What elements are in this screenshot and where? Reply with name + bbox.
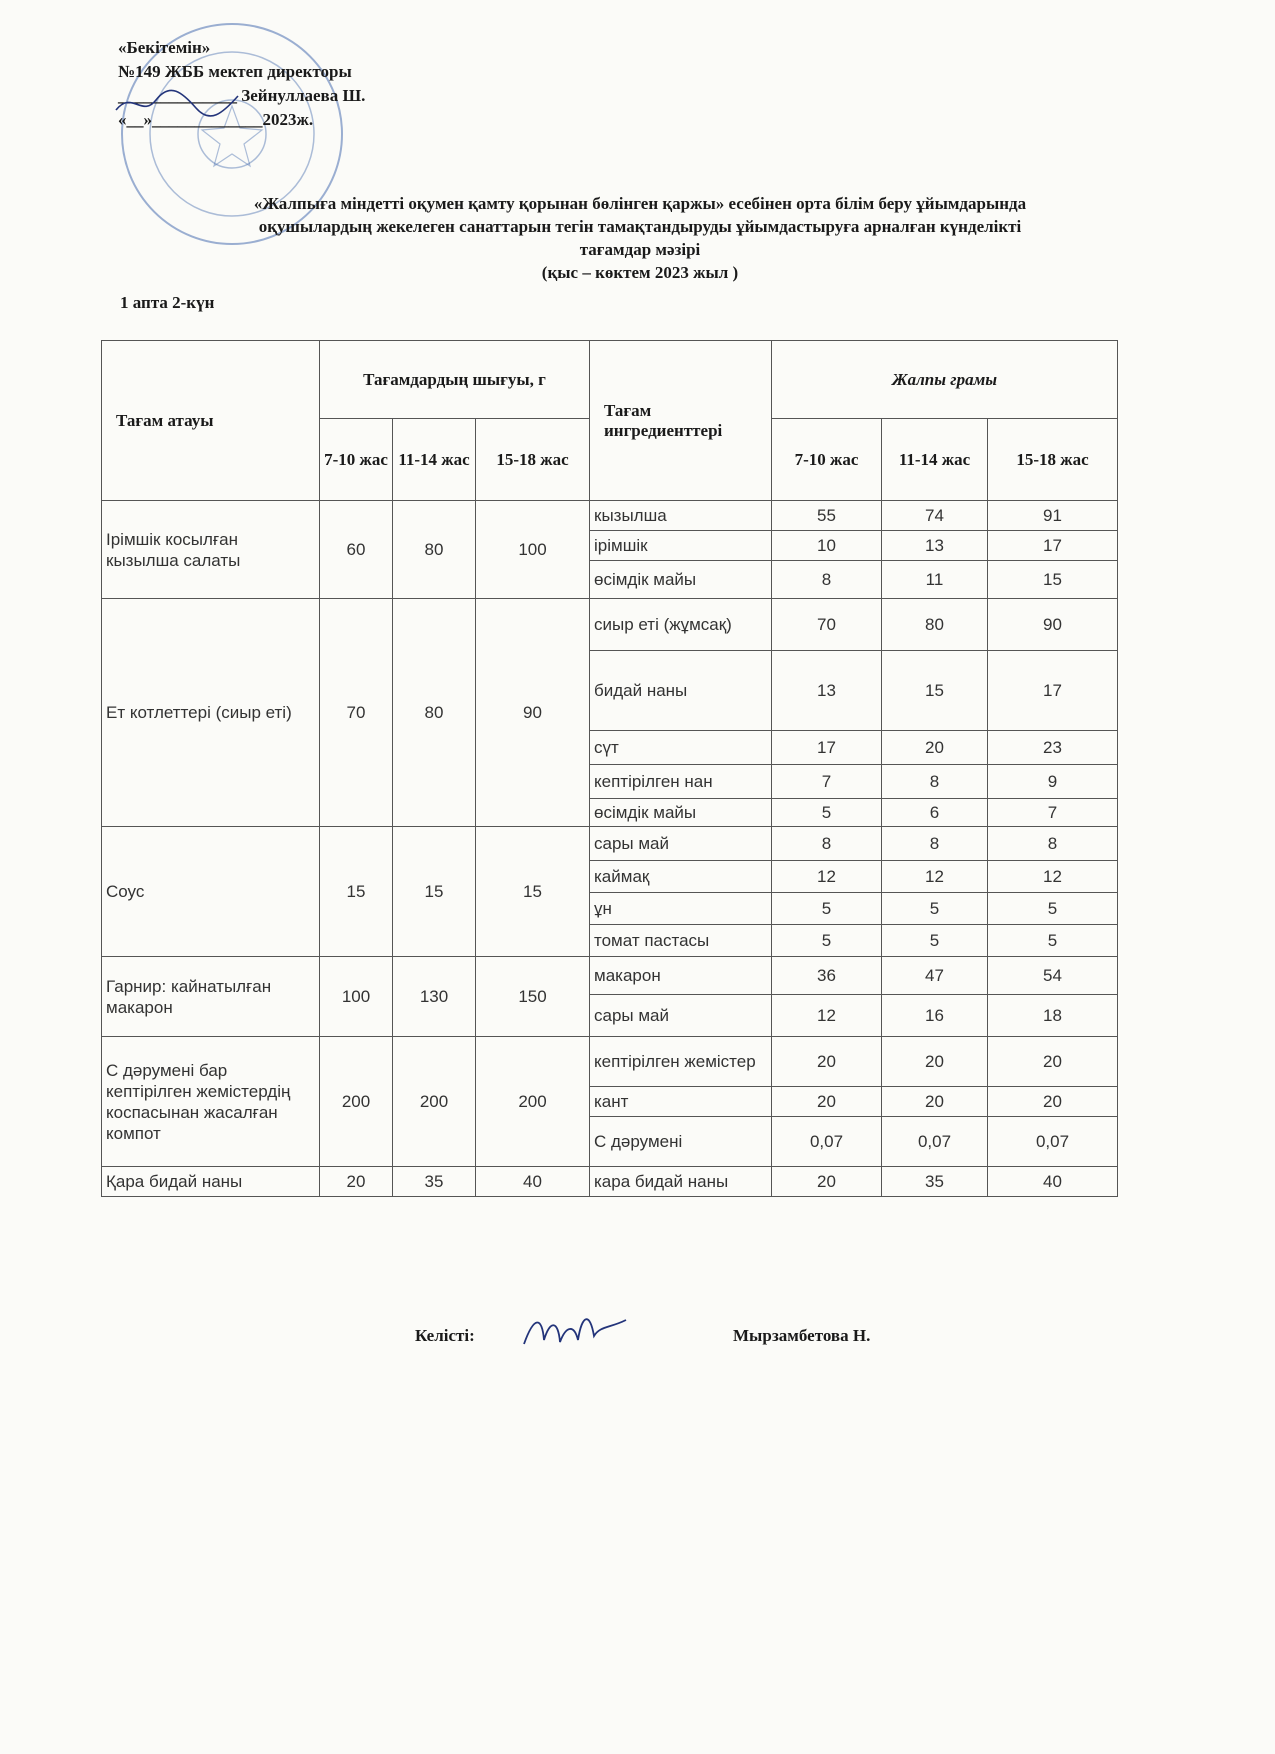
ingredient-total-value: 0,07 [772,1117,882,1167]
ingredient-name: кант [590,1087,772,1117]
ingredient-total-value: 20 [772,1167,882,1197]
ingredient-total-value: 5 [882,893,988,925]
dish-output-value: 200 [476,1037,590,1167]
ingredient-total-value: 36 [772,957,882,995]
menu-table-body [102,501,1118,1197]
dish-output-value: 150 [476,957,590,1037]
ingredient-name: сиыр еті (жұмсақ) [590,599,772,651]
ingredient-total-value: 11 [882,561,988,599]
ingredient-total-value: 5 [988,925,1118,957]
table-row [102,827,1118,861]
ingredient-total-value: 8 [882,827,988,861]
ingredient-total-value: 8 [882,765,988,799]
dish-output-value: 100 [320,957,393,1037]
ingredient-name: кептірілген нан [590,765,772,799]
header-output-age-15-18: 15-18 жас [476,419,590,501]
dish-name: Соус [102,827,320,957]
table-row [102,1167,1118,1197]
header-output-age-11-14: 11-14 жас [393,419,476,501]
dish-name: Қара бидай наны [102,1167,320,1197]
approval-position: №149 ЖББ мектеп директоры [118,62,352,81]
ingredient-name: өсімдік майы [590,561,772,599]
dish-output-value: 70 [320,599,393,827]
ingredient-total-value: 7 [772,765,882,799]
ingredient-total-value: 5 [988,893,1118,925]
approval-director: ______________ Зейнуллаева Ш. [118,86,366,105]
ingredient-name: кептірілген жемістер [590,1037,772,1087]
dish-output-value: 60 [320,501,393,599]
ingredient-total-value: 12 [988,861,1118,893]
ingredient-total-value: 6 [882,799,988,827]
page-title [100,192,1180,284]
dish-output-value: 80 [393,501,476,599]
ingredient-total-value: 8 [988,827,1118,861]
table-row [102,1037,1118,1087]
ingredient-total-value: 15 [988,561,1118,599]
approval-heading: «Бекітемін» [118,38,211,57]
dish-name: Ет котлеттері (сиыр еті) [102,599,320,827]
dish-output-value: 35 [393,1167,476,1197]
ingredient-name: кара бидай наны [590,1167,772,1197]
ingredient-total-value: 0,07 [988,1117,1118,1167]
title-line-3: тағамдар мәзірі [579,240,701,259]
ingredient-total-value: 17 [988,651,1118,731]
ingredient-total-value: 18 [988,995,1118,1037]
ingredient-total-value: 7 [988,799,1118,827]
title-line-2: оқушылардың жекелеген санаттарын тегін тамақтандыруды ұйымдастыруға арналған күнделікті [258,217,1022,236]
ingredient-name: бидай наны [590,651,772,731]
title-line-1: «Жалпыға міндетті оқумен қамту қорынан бөлінген қаржы» есебінен орта білім беру ұйымдарында [253,194,1027,213]
table-row [102,599,1118,651]
director-signature-icon [112,84,242,124]
ingredient-name: өсімдік майы [590,799,772,827]
ingredient-total-value: 40 [988,1167,1118,1197]
ingredient-name: ұн [590,893,772,925]
table-row [102,957,1118,995]
ingredient-total-value: 70 [772,599,882,651]
header-output-age-7-10: 7-10 жас [320,419,393,501]
dish-output-value: 90 [476,599,590,827]
header-total-age-15-18: 15-18 жас [988,419,1118,501]
ingredient-total-value: 5 [882,925,988,957]
ingredient-total-value: 20 [882,1087,988,1117]
ingredient-total-value: 55 [772,501,882,531]
ingredient-total-value: 20 [772,1037,882,1087]
ingredient-total-value: 90 [988,599,1118,651]
dish-name: Ірімшік косылған кызылша салаты [102,501,320,599]
ingredient-total-value: 5 [772,799,882,827]
ingredient-total-value: 12 [882,861,988,893]
footer-agreed-label: Келісті: [415,1326,475,1345]
ingredient-name: томат пастасы [590,925,772,957]
ingredient-total-value: 9 [988,765,1118,799]
header-total: Жалпы грамы [772,341,1118,419]
ingredient-total-value: 80 [882,599,988,651]
ingredient-total-value: 47 [882,957,988,995]
title-line-4: (қыс – көктем 2023 жыл ) [541,263,739,282]
dish-output-value: 15 [320,827,393,957]
ingredient-total-value: 20 [772,1087,882,1117]
ingredient-name: сары май [590,995,772,1037]
header-total-age-7-10: 7-10 жас [772,419,882,501]
ingredient-total-value: 35 [882,1167,988,1197]
ingredient-name: ірімшік [590,531,772,561]
dish-output-value: 20 [320,1167,393,1197]
ingredient-name: сүт [590,731,772,765]
ingredient-total-value: 5 [772,925,882,957]
approval-date: «__»_____________2023ж. [118,110,314,129]
week-day-label: 1 апта 2-күн [120,293,215,312]
ingredient-total-value: 20 [988,1037,1118,1087]
table-row [102,501,1118,531]
ingredient-total-value: 10 [772,531,882,561]
ingredient-name: макарон [590,957,772,995]
ingredient-total-value: 74 [882,501,988,531]
ingredient-total-value: 8 [772,561,882,599]
menu-table [101,340,1118,1197]
ingredient-total-value: 8 [772,827,882,861]
ingredient-total-value: 0,07 [882,1117,988,1167]
ingredient-total-value: 20 [988,1087,1118,1117]
dish-output-value: 200 [393,1037,476,1167]
ingredient-total-value: 17 [988,531,1118,561]
dish-output-value: 80 [393,599,476,827]
dish-output-value: 40 [476,1167,590,1197]
ingredient-total-value: 5 [772,893,882,925]
dish-output-value: 100 [476,501,590,599]
ingredient-total-value: 54 [988,957,1118,995]
ingredient-total-value: 17 [772,731,882,765]
dish-output-value: 200 [320,1037,393,1167]
ingredient-total-value: 13 [882,531,988,561]
dish-output-value: 130 [393,957,476,1037]
dish-name: С дәрумені бар кептірілген жемістердің коспасынан жасалған компот [102,1037,320,1167]
ingredient-total-value: 91 [988,501,1118,531]
header-output: Тағамдардың шығуы, г [320,341,590,419]
ingredient-name: кызылша [590,501,772,531]
ingredient-name: С дәрумені [590,1117,772,1167]
footer-agreed-name: Мырзамбетова Н. [733,1326,871,1345]
header-ingredients: Тағам ингредиенттері [590,341,772,501]
ingredient-total-value: 13 [772,651,882,731]
dish-name: Гарнир: кайнатылған макарон [102,957,320,1037]
ingredient-total-value: 12 [772,861,882,893]
ingredient-total-value: 15 [882,651,988,731]
ingredient-total-value: 20 [882,731,988,765]
dish-output-value: 15 [393,827,476,957]
agreed-signature-icon [520,1306,630,1356]
ingredient-name: сары май [590,827,772,861]
ingredient-total-value: 16 [882,995,988,1037]
ingredient-total-value: 23 [988,731,1118,765]
dish-output-value: 15 [476,827,590,957]
header-total-age-11-14: 11-14 жас [882,419,988,501]
header-dish: Тағам атауы [102,341,320,501]
ingredient-total-value: 12 [772,995,882,1037]
ingredient-name: каймақ [590,861,772,893]
ingredient-total-value: 20 [882,1037,988,1087]
